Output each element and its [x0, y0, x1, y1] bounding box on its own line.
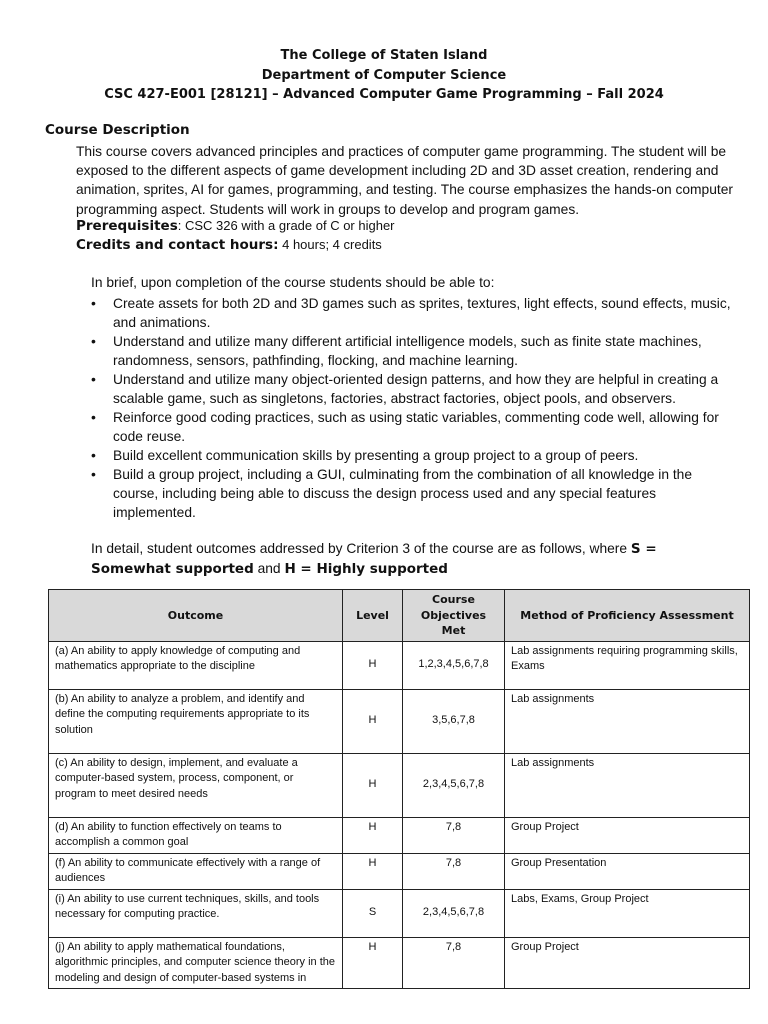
table-row: [49, 753, 750, 817]
table-row: [49, 641, 750, 689]
department-name: Department of Computer Science: [261, 67, 507, 83]
method-cell: Lab assignments: [505, 689, 750, 753]
table-row: [49, 689, 750, 753]
prerequisites-label: Prerequisites: [76, 218, 178, 234]
objectives-cell: 7,8: [403, 853, 505, 889]
course-description-body: This course covers advanced principles and practices of computer game programming. The student will be exposed to the different aspects of game development including 2D and 3D asset creation, rendering and animation, sprites, AI for games, programming, and testing. The course emphasizes the hands-on computer programming aspect. Students will work in groups to develop and program games.: [76, 144, 733, 217]
list-item: • Reinforce good coding practices, such as using static variables, commenting code well, allowing for code reuse.: [91, 409, 719, 444]
table-row: [49, 817, 750, 853]
table-row: [49, 937, 750, 989]
bullet-icon: •: [91, 371, 96, 387]
bullet-icon: •: [91, 409, 96, 425]
bullet-icon: •: [91, 295, 96, 311]
detail-intro: In detail, student outcomes addressed by Criterion 3 of the course are as follows, where S = Somewhat supported and H = Highly supported: [91, 541, 657, 577]
outcome-cell: (b) An ability to analyze a problem, and identify and define the computing requirements appropriate to its solution: [49, 689, 343, 753]
table-row: [49, 853, 750, 889]
objectives-header: Course Objectives Met: [403, 590, 505, 642]
list-item: • Understand and utilize many object-oriented design patterns, and how they are helpful in creating a scalable game, such as singletons, factories, abstract factories, object pools, and observers.: [91, 371, 719, 406]
level-header: Level: [343, 590, 403, 642]
method-cell: Lab assignments requiring programming skills, Exams: [505, 641, 750, 689]
level-cell: S: [343, 889, 403, 937]
list-item: • Understand and utilize many different artificial intelligence models, such as finite state machines, randomness, sensors, pathfinding, flocking, and machine learning.: [91, 333, 702, 368]
level-cell: H: [343, 853, 403, 889]
level-cell: H: [343, 937, 403, 989]
brief-intro: In brief, upon completion of the course students should be able to:: [91, 275, 495, 290]
outcome-cell: (d) An ability to function effectively on teams to accomplish a common goal: [49, 817, 343, 853]
outcome-cell: (f) An ability to communicate effectively with a range of audiences: [49, 853, 343, 889]
course-title: CSC 427-E001 [28121] – Advanced Computer Game Programming – Fall 2024: [104, 87, 664, 102]
brief-list: [91, 294, 731, 522]
method-cell: Labs, Exams, Group Project: [505, 889, 750, 937]
outcome-cell: (c) An ability to design, implement, and evaluate a computer-based system, process, component, or program to meet desired needs: [49, 753, 343, 817]
college-name: The College of Staten Island: [280, 48, 488, 63]
method-header: Method of Proficiency Assessment: [505, 590, 750, 642]
objectives-cell: 7,8: [403, 937, 505, 989]
objectives-cell: 2,3,4,5,6,7,8: [403, 753, 505, 817]
level-cell: H: [343, 689, 403, 753]
level-cell: H: [343, 817, 403, 853]
prerequisites-line: [76, 218, 395, 234]
prerequisites-value: : CSC 326 with a grade of C or higher: [177, 218, 395, 233]
outcome-cell: (j) An ability to apply mathematical foundations, algorithmic principles, and computer science theory in the modeling and design of computer-based systems in: [49, 937, 343, 989]
somewhat-definition: S = Somewhat supported: [91, 541, 657, 577]
list-item: • Build a group project, including a GUI, culminating from the combination of all knowledge in the course, including being able to discuss the design process used and any special features implemented.: [91, 466, 693, 520]
objectives-cell: 3,5,6,7,8: [403, 689, 505, 753]
highly-definition: H = Highly supported: [284, 561, 448, 577]
list-item: • Create assets for both 2D and 3D games such as sprites, textures, light effects, sound effects, music, and animations.: [91, 295, 731, 330]
bullet-icon: •: [91, 447, 96, 463]
objectives-cell: 1,2,3,4,5,6,7,8: [403, 641, 505, 689]
credits-label: Credits and contact hours:: [76, 237, 279, 253]
outcome-header: Outcome: [49, 590, 343, 642]
outcome-cell: (i) An ability to use current techniques, skills, and tools necessary for computing practice.: [49, 889, 343, 937]
list-item: • Build excellent communication skills by presenting a group project to a group of peers.: [91, 447, 639, 463]
level-cell: H: [343, 641, 403, 689]
objectives-cell: 7,8: [403, 817, 505, 853]
outcomes-table: [48, 589, 750, 989]
document-header: [0, 46, 768, 105]
method-cell: Group Presentation: [505, 853, 750, 889]
credits-value: 4 hours; 4 credits: [278, 237, 382, 252]
method-cell: Group Project: [505, 817, 750, 853]
table-header-row: [49, 590, 750, 642]
bullet-icon: •: [91, 333, 96, 349]
method-cell: Group Project: [505, 937, 750, 989]
table-row: [49, 889, 750, 937]
course-description-heading: Course Description: [45, 122, 190, 138]
method-cell: Lab assignments: [505, 753, 750, 817]
bullet-icon: •: [91, 466, 96, 482]
objectives-cell: 2,3,4,5,6,7,8: [403, 889, 505, 937]
outcome-cell: (a) An ability to apply knowledge of computing and mathematics appropriate to the discipline: [49, 641, 343, 689]
credits-line: [76, 237, 382, 253]
level-cell: H: [343, 753, 403, 817]
